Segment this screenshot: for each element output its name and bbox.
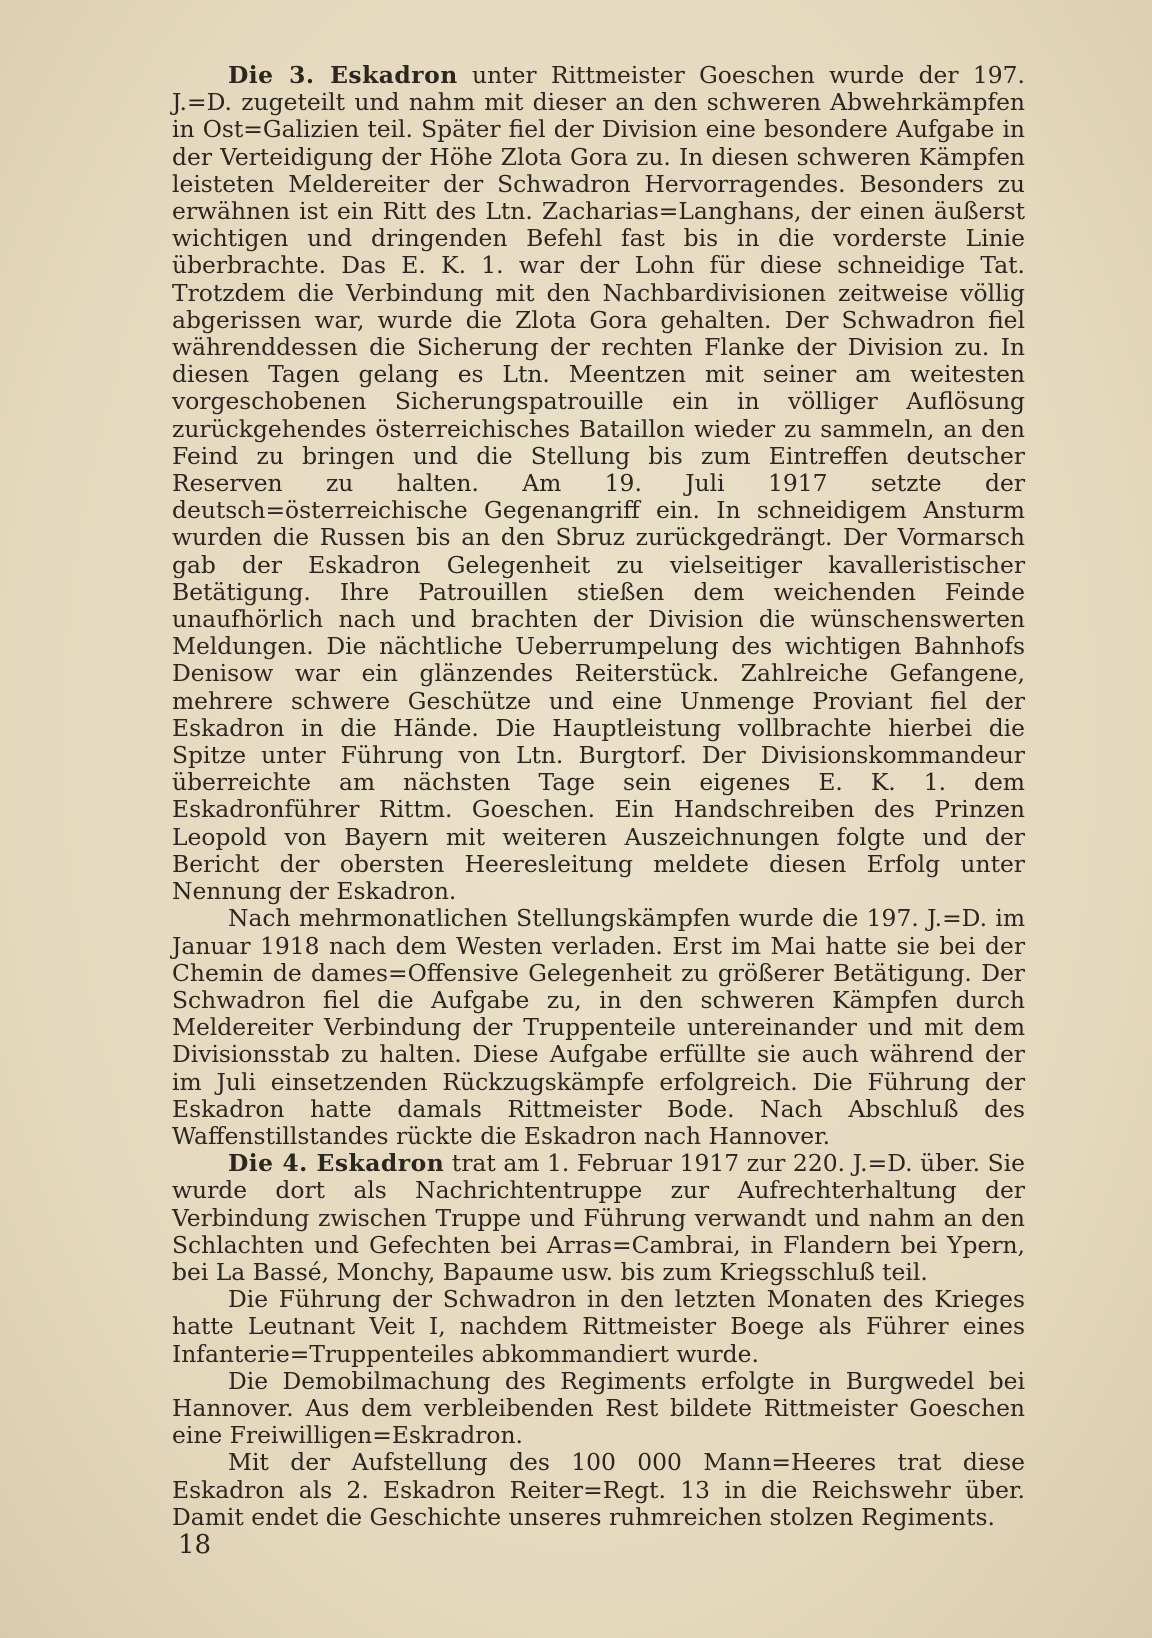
page-number: 18 (178, 1530, 212, 1560)
paragraph-heading: Die 4. Eskadron (228, 1149, 445, 1178)
paragraph-3rd-squadron (172, 62, 1025, 905)
body-text (172, 62, 1025, 1531)
paragraph-text: trat am 1. Februar 1917 zur 220. J.=D. über. Sie wurde dort als Nachrichtentruppe zur Aufrechterhaltung der Verbindung zwischen Truppe und Führung verwandt und nahm an den Schlachten und Gefechten bei Arras=Cambrai, in Flandern bei Ypern, bei La Bassé, Monchy, Bapaume usw. bis zum Kriegsschluß teil. (172, 1149, 1026, 1286)
paragraph-heading: Die 3. Eskadron (228, 61, 458, 89)
paragraph-leadership (172, 1286, 1025, 1368)
paragraph-demobilization (172, 1368, 1025, 1450)
paragraph-4th-squadron (172, 1150, 1025, 1286)
paragraph-text: Nach mehrmonatlichen Stellungskämpfen wurde die 197. J.=D. im Januar 1918 nach dem Westen verladen. Erst im Mai hatte sie bei der Chemin de dames=Offensive Gelegenheit zu größerer Betätigung. Der Schwadron fiel die Aufgabe zu, in den schweren Kämpfen durch Meldereiter Verbindung der Truppenteile untereinander und mit dem Divisionsstab zu halten. Diese Aufgabe erfüllte sie auch während der im Juli einsetzenden Rückzugskämpfe erfolgreich. Die Führung der Eskadron hatte damals Rittmeister Bode. Nach Abschluß des Waffenstillstandes rückte die Eskadron nach Hannover. (172, 904, 1025, 1150)
paragraph-text: Die Demobilmachung des Regiments erfolgte in Burgwedel bei Hannover. Aus dem verbleibenden Rest bildete Rittmeister Goeschen eine Freiwilligen=Eskradron. (172, 1366, 1025, 1450)
paragraph-text: unter Rittmeister Goeschen wurde der 197. J.=D. zugeteilt und nahm mit dieser an den schweren Abwehrkämpfen in Ost=Galizien teil. Später fiel der Division eine besondere Aufgabe in der Verteidigung der Höhe Zlota Gora zu. In diesen schweren Kämpfen leisteten Meldereiter der Schwadron Hervorragendes. Besonders zu erwähnen ist ein Ritt des Ltn. Zacharias=Langhans, der einen äußerst wichtigen und dringenden Befehl fast bis in die vorderste Linie überbrachte. Das E. K. 1. war der Lohn für diese schneidige Tat. Trotzdem die Verbindung mit den Nachbardivisionen zeitweise völlig abgerissen war, wurde die Zlota Gora gehalten. Der Schwadron fiel währenddessen die Sicherung der rechten Flanke der Division zu. In diesen Tagen gelang es Ltn. Meentzen mit seiner am weitesten vorgeschobenen Sicherungspatrouille ein in völliger Auflösung zurückgehendes österreichisches Bataillon wieder zu sammeln, an den Feind zu bringen und die Stellung bis zum Eintreffen deutscher Reserven zu halten. Am 19. Juli 1917 setzte der deutsch=österreichische Gegenangriff ein. In schneidigem Ansturm wurden die Russen bis an den Sbruz zurückgedrängt. Der Vormarsch gab der Eskadron Gelegenheit zu vielseitiger kavalleristischer Betätigung. Ihre Patrouillen stießen dem weichenden Feinde unaufhörlich nach und brachten der Division die wünschenswerten Meldungen. Die nächtliche Ueberrumpelung des wichtigen Bahnhofs Denisow war ein glänzendes Reiterstück. Zahlreiche Gefangene, mehrere schwere Geschütze und eine Unmenge Proviant fiel der Eskadron in die Hände. Die Hauptleistung vollbrachte hierbei die Spitze unter Führung von Ltn. Burgtorf. Der Divisionskommandeur überreichte am nächsten Tage sein eigenes E. K. 1. dem Eskadronführer Rittm. Goeschen. Ein Handschreiben des Prinzen Leopold von Bayern mit weiteren Auszeichnungen folgte und der Bericht der obersten Heeresleitung meldete diesen Erfolg unter Nennung der Eskadron. (172, 61, 1025, 906)
paragraph-text: Die Führung der Schwadron in den letzten Monaten des Krieges hatte Leutnant Veit I, nachdem Rittmeister Boege als Führer eines Infanterie=Truppenteiles abkommandiert wurde. (172, 1285, 1025, 1368)
paragraph-western-front (172, 905, 1025, 1150)
paragraph-text: Mit der Aufstellung des 100 000 Mann=Heeres trat diese Eskadron als 2. Eskadron Reiter=Regt. 13 in die Reichswehr über. Damit endet die Geschichte unseres ruhmreichen stolzen Regiments. (172, 1448, 1025, 1531)
paragraph-reichswehr (172, 1449, 1025, 1531)
